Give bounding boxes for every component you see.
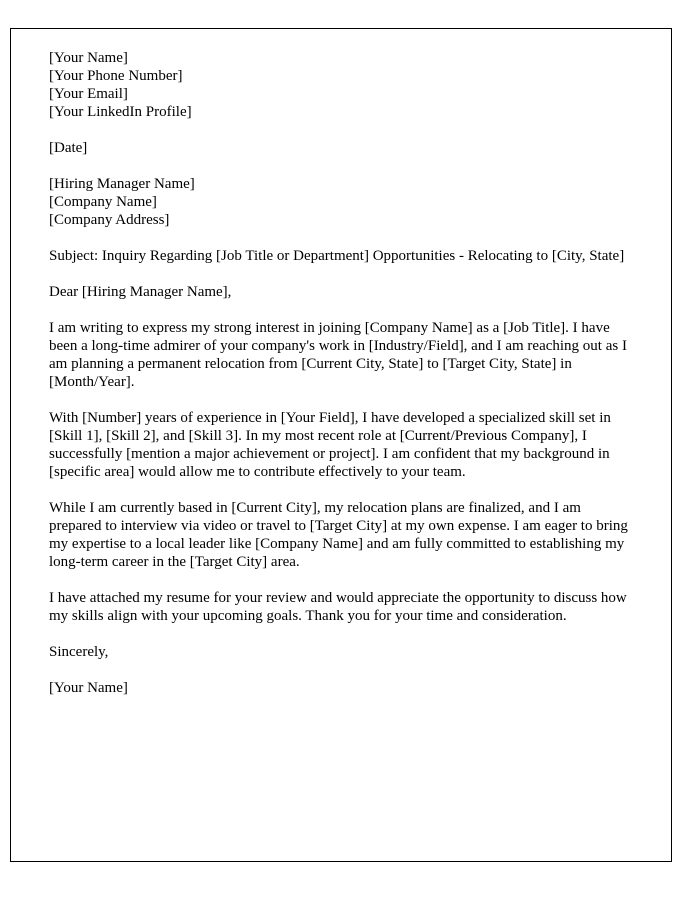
recipient-company: [Company Name] — [49, 194, 157, 210]
sender-name: [Your Name] — [49, 50, 128, 66]
date-line: [Date] — [49, 140, 88, 156]
body-paragraph-4: I have attached my resume for your review and would appreciate the opportunity to discuss how my skills align with your upcoming goals. Thank you for your time and consideration. — [49, 590, 627, 624]
body-paragraph-3: While I am currently based in [Current City], my relocation plans are finalized, and I am prepared to interview via video or travel to [Target City] at my own expense. I am eager to bring my expertise to a local leader like [Company Name] and am fully committed to establishing my long-term career in the [Target City] area. — [49, 500, 628, 570]
sender-linkedin: [Your LinkedIn Profile] — [49, 104, 192, 120]
sender-phone: [Your Phone Number] — [49, 68, 183, 84]
recipient-block — [49, 175, 633, 229]
recipient-address: [Company Address] — [49, 212, 170, 228]
closing: Sincerely, — [49, 644, 109, 660]
salutation: Dear [Hiring Manager Name], — [49, 284, 232, 300]
sender-contact-block — [49, 49, 633, 121]
letter-body — [49, 49, 633, 697]
body-paragraph-2: With [Number] years of experience in [Your Field], I have developed a specialized skill set in [Skill 1], [Skill 2], and [Skill 3]. In my most recent role at [Current/Previous Company], I successfully [mention a major achievement or project]. I am confident that my background in [specific area] would allow me to contribute effectively to your team. — [49, 410, 611, 480]
letter-page — [10, 28, 672, 862]
recipient-name: [Hiring Manager Name] — [49, 176, 195, 192]
subject-line: Subject: Inquiry Regarding [Job Title or Department] Opportunities - Relocating to [City, State] — [49, 248, 625, 264]
body-paragraph-1: I am writing to express my strong interest in joining [Company Name] as a [Job Title]. I have been a long-time admirer of your company's work in [Industry/Field], and I am reaching out as I am planning a permanent relocation from [Current City, State] to [Target City, State] in [Month/Year]. — [49, 320, 627, 390]
date-block — [49, 139, 633, 157]
sender-email: [Your Email] — [49, 86, 128, 102]
signature: [Your Name] — [49, 680, 128, 696]
